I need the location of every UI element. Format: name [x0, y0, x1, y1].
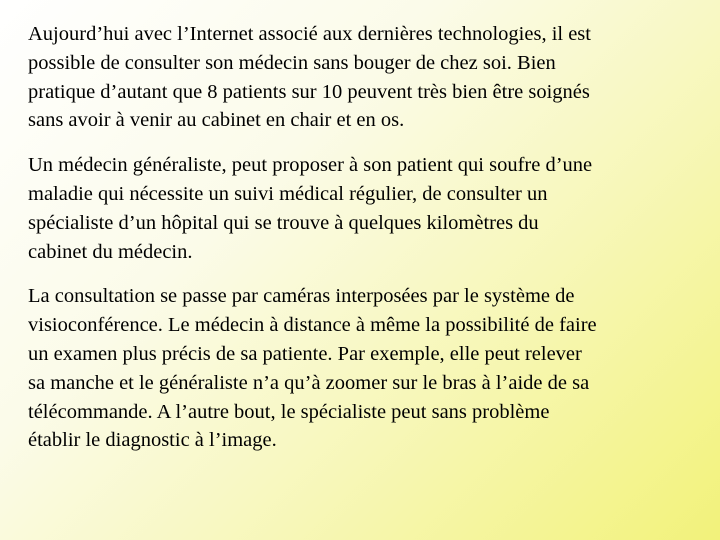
paragraph-intro: [28, 20, 696, 135]
paragraph-consultation: [28, 282, 696, 455]
text-line: Un médecin généraliste, peut proposer à son patient qui soufre d’une: [28, 154, 593, 177]
text-line: pratique d’autant que 8 patients sur 10 peuvent très bien être soignés: [28, 80, 590, 103]
text-line: établir le diagnostic à l’image.: [28, 429, 277, 452]
text-line: télécommande. A l’autre bout, le spécialiste peut sans problème: [28, 400, 550, 423]
text-line: visioconférence. Le médecin à distance à même la possibilité de faire: [28, 314, 597, 337]
text-line: un examen plus précis de sa patiente. Par exemple, elle peut relever: [28, 342, 582, 365]
paragraph-generalist: [28, 151, 696, 266]
text-line: sans avoir à venir au cabinet en chair et en os.: [28, 109, 405, 132]
text-line: sa manche et le généraliste n’a qu’à zoomer sur le bras à l’aide de sa: [28, 371, 590, 394]
text-line: possible de consulter son médecin sans bouger de chez soi. Bien: [28, 51, 556, 74]
text-line: Aujourd’hui avec l’Internet associé aux dernières technologies, il est: [28, 23, 591, 45]
text-line: La consultation se passe par caméras interposées par le système de: [28, 285, 575, 308]
text-line: maladie qui nécessite un suivi médical régulier, de consulter un: [28, 182, 548, 205]
text-line: spécialiste d’un hôpital qui se trouve à quelques kilomètres du: [28, 211, 539, 234]
text-line: cabinet du médecin.: [28, 240, 193, 263]
